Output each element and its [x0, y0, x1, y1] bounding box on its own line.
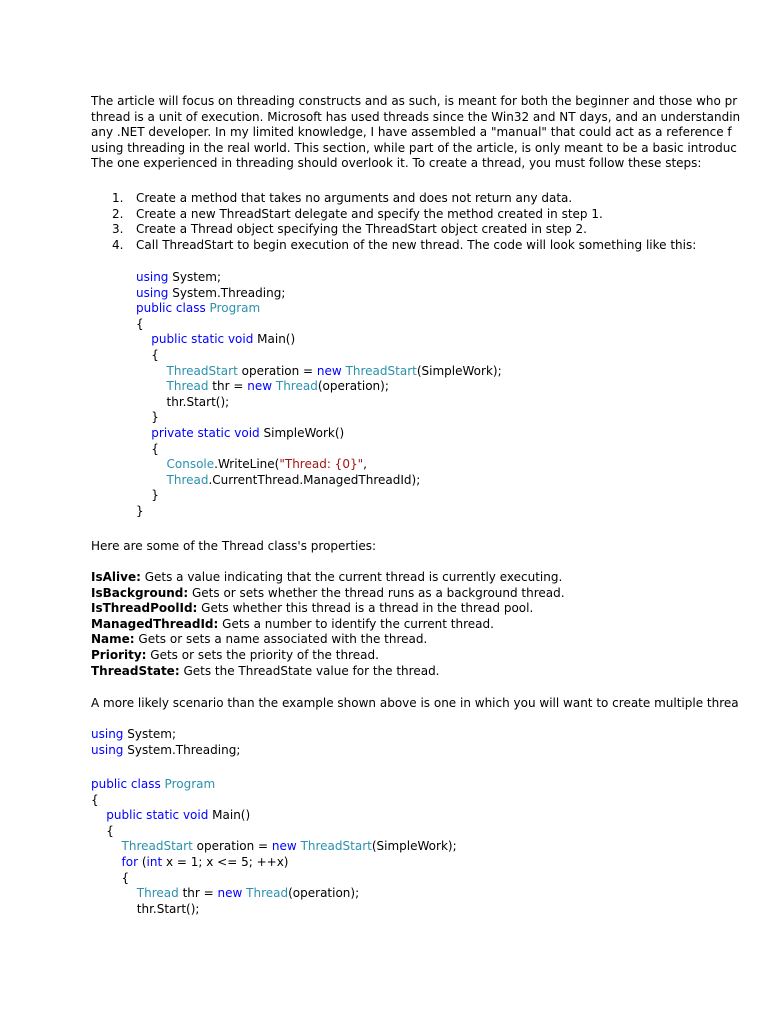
code-token: public class	[136, 301, 206, 316]
code-token: Program	[209, 301, 261, 316]
code-token: (SimpleWork);	[416, 363, 502, 378]
property-item	[91, 664, 565, 680]
code-token: operation =	[192, 839, 272, 854]
intro-line: thread is a unit of execution. Microsoft has used threads since the Win32 and NT days, and an understandin	[91, 109, 741, 124]
code-line	[136, 270, 502, 286]
property-name: Priority:	[91, 647, 147, 662]
intro-line: The one experienced in threading should overlook it. To create a thread, you must follow these steps:	[91, 156, 702, 171]
code-token: int	[146, 854, 163, 869]
code-token	[91, 886, 137, 900]
code-line	[136, 364, 502, 380]
property-name: IsThreadPoolId:	[91, 601, 198, 616]
code-token: }	[136, 488, 159, 503]
property-item	[91, 570, 565, 586]
code-token	[136, 457, 167, 471]
step-number: 1.	[112, 191, 124, 205]
step-item	[112, 238, 696, 254]
code-token	[91, 839, 122, 853]
code-block-multi-thread	[91, 777, 457, 917]
code-token: {	[91, 870, 130, 885]
code-token: new	[217, 886, 243, 901]
code-token: Thread	[275, 379, 318, 394]
property-name: IsAlive:	[91, 570, 141, 584]
code-line	[91, 808, 457, 824]
code-token: .WriteLine(	[214, 457, 280, 472]
code-token: public static void	[151, 332, 254, 347]
step-number: 3.	[112, 222, 124, 237]
code-token: ThreadStart	[300, 839, 372, 854]
code-block-simple-thread	[136, 270, 502, 520]
property-desc: Gets a number to identify the current thread.	[218, 616, 494, 631]
code-token: thr =	[208, 379, 248, 394]
property-name: ManagedThreadId:	[91, 616, 219, 631]
code-line	[91, 793, 457, 809]
code-line	[136, 332, 502, 348]
code-token	[136, 332, 151, 346]
code-token: SimpleWork()	[259, 425, 345, 440]
property-item	[91, 617, 565, 633]
step-text: Create a method that takes no arguments and does not return any data.	[136, 191, 573, 205]
code-line	[136, 348, 502, 364]
code-line	[136, 286, 502, 302]
code-token: (operation);	[288, 886, 360, 901]
code-token	[91, 808, 106, 822]
code-token: private static void	[151, 425, 260, 440]
code-line	[91, 871, 457, 887]
code-token: using	[136, 270, 169, 284]
property-desc: Gets or sets a name associated with the thread.	[134, 632, 428, 647]
code-token: operation =	[237, 363, 317, 378]
code-token: public class	[91, 777, 161, 791]
code-token: thr.Start();	[91, 901, 200, 916]
scenario-paragraph: A more likely scenario than the example shown above is one in which you will want to create multiple threa	[91, 696, 739, 710]
code-line	[91, 855, 457, 871]
property-desc: Gets a value indicating that the current thread is currently executing.	[140, 570, 563, 584]
code-token: Main()	[253, 332, 296, 347]
step-text: Call ThreadStart to begin execution of the new thread. The code will look something like this:	[136, 237, 697, 252]
code-token: new	[271, 839, 297, 854]
property-item	[91, 601, 565, 617]
property-desc: Gets whether this thread is a thread in the thread pool.	[197, 601, 534, 616]
property-name: ThreadState:	[91, 663, 180, 678]
code-line	[91, 886, 457, 902]
code-token: ThreadStart	[166, 363, 238, 378]
code-block-usings	[91, 727, 240, 758]
steps-list	[112, 191, 696, 253]
property-item	[91, 632, 565, 648]
code-token: System;	[168, 270, 222, 284]
code-token: }	[136, 503, 144, 518]
code-token: x = 1; x <= 5; ++x)	[162, 854, 289, 869]
properties-list	[91, 570, 565, 679]
code-token: "Thread: {0}"	[279, 457, 364, 472]
code-token: public static void	[106, 808, 209, 823]
code-token	[91, 855, 122, 869]
code-token: System.Threading;	[168, 285, 286, 300]
code-token: Program	[164, 777, 216, 791]
step-text: Create a new ThreadStart delegate and specify the method created in step 1.	[136, 206, 603, 221]
code-line	[136, 410, 502, 426]
code-token: }	[136, 410, 159, 425]
code-token: using	[91, 742, 124, 757]
code-line	[136, 379, 502, 395]
step-text: Create a Thread object specifying the ThreadStart object created in step 2.	[136, 222, 587, 237]
code-token: Thread	[166, 379, 209, 394]
code-token	[136, 379, 167, 393]
code-line	[136, 488, 502, 504]
step-item	[112, 222, 696, 238]
code-token: for	[121, 854, 139, 869]
property-desc: Gets or sets the priority of the thread.	[146, 647, 379, 662]
property-name: Name:	[91, 632, 135, 647]
code-token: thr.Start();	[136, 394, 230, 409]
intro-line: The article will focus on threading constructs and as such, is meant for both the beginner and those who pr	[91, 94, 738, 108]
code-token	[136, 426, 151, 440]
code-token: ThreadStart	[345, 363, 417, 378]
property-desc: Gets or sets whether the thread runs as a background thread.	[188, 585, 565, 600]
code-token: Thread	[246, 886, 289, 901]
code-token: ,	[363, 457, 367, 472]
code-line	[91, 743, 240, 759]
code-token: (operation);	[317, 379, 389, 394]
code-line	[91, 824, 457, 840]
properties-intro: Here are some of the Thread class's properties:	[91, 539, 377, 553]
intro-line: using threading in the real world. This section, while part of the article, is only meant to be a basic introduc	[91, 140, 737, 155]
code-line	[91, 902, 457, 918]
code-line	[136, 457, 502, 473]
code-token: (SimpleWork);	[371, 839, 457, 854]
code-token	[136, 473, 167, 487]
code-token: System.Threading;	[123, 742, 241, 757]
code-line	[91, 777, 457, 793]
code-line	[136, 504, 502, 520]
code-token: new	[247, 379, 273, 394]
property-name: IsBackground:	[91, 585, 189, 600]
code-line	[136, 301, 502, 317]
code-token: System;	[123, 727, 177, 741]
property-item	[91, 648, 565, 664]
code-token: {	[91, 823, 114, 838]
code-line	[136, 395, 502, 411]
code-line	[136, 473, 502, 489]
code-token: thr =	[178, 886, 218, 901]
code-token: Thread	[166, 472, 209, 487]
code-line	[136, 317, 502, 333]
property-item	[91, 586, 565, 602]
code-token: (	[138, 854, 147, 869]
code-token: using	[136, 285, 169, 300]
code-token: {	[136, 441, 159, 456]
step-item	[112, 191, 696, 207]
code-token: new	[316, 363, 342, 378]
code-token: Console	[166, 457, 215, 472]
code-line	[136, 426, 502, 442]
code-line	[91, 839, 457, 855]
property-desc: Gets the ThreadState value for the thread.	[179, 663, 440, 678]
code-token: {	[136, 316, 144, 331]
code-token: .CurrentThread.ManagedThreadId);	[208, 472, 421, 487]
code-token	[136, 364, 167, 378]
code-token: using	[91, 727, 124, 741]
code-token: Main()	[208, 808, 251, 823]
intro-line: any .NET developer. In my limited knowledge, I have assembled a "manual" that could act as a reference f	[91, 125, 732, 140]
code-token: {	[136, 347, 159, 362]
code-token: {	[91, 792, 99, 807]
step-number: 2.	[112, 206, 124, 221]
intro-paragraph	[91, 94, 768, 172]
code-line	[136, 442, 502, 458]
code-line	[91, 727, 240, 743]
step-number: 4.	[112, 237, 124, 252]
step-item	[112, 207, 696, 223]
code-token: ThreadStart	[121, 839, 193, 854]
code-token: Thread	[136, 886, 179, 901]
